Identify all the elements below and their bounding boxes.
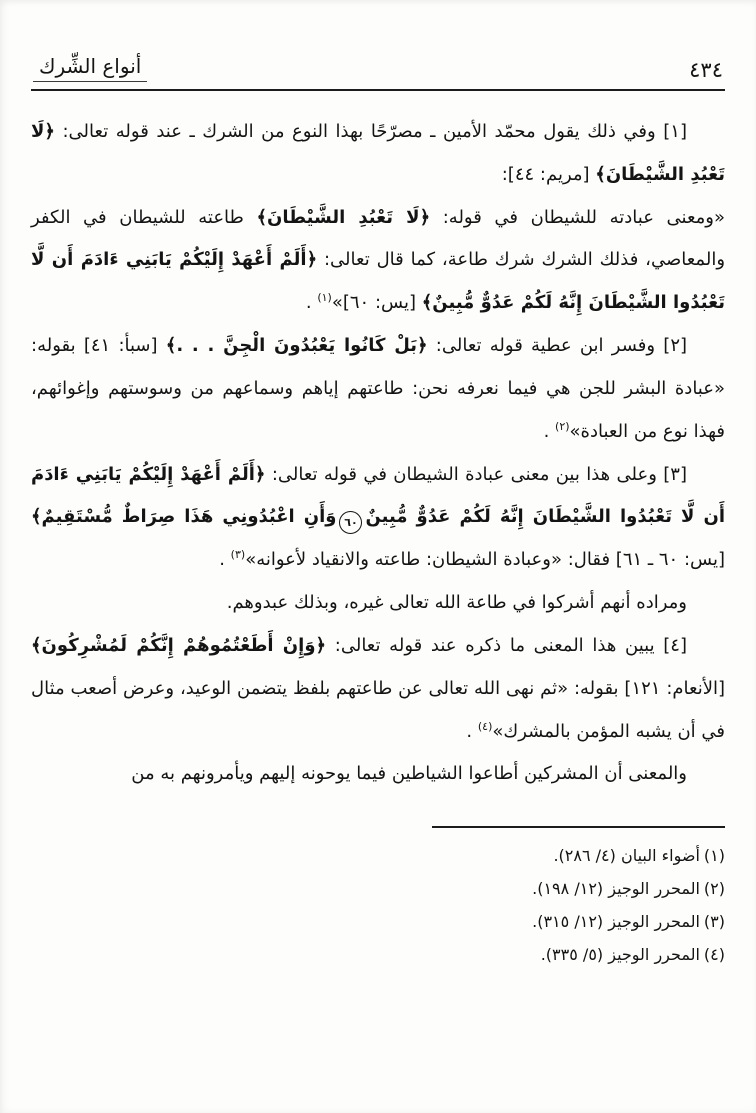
quran-verse: ﴿وَإِنْ أَطَعْتُمُوهُمْ إِنَّكُمْ لَمُشْرِكُونَ﴾ <box>31 634 327 656</box>
quran-verse: ﴿أَلَمْ أَعْهَدْ إِلَيْكُمْ يَابَنِي ءَادَمَ أَن لَّا تَعْبُدُوا الشَّيْطَانَ إِنَّهُ لَكُمْ عَدُوٌّ مُّبِينٌ <box>31 463 725 528</box>
text-segment: ومراده أنهم أشركوا في طاعة الله تعالى غيره، وبذلك عبدوهم. <box>226 592 687 614</box>
quran-verse: ﴿لَا تَعْبُدِ الشَّيْطَانَ﴾ <box>256 206 431 228</box>
footnote-text: أضواء البيان (٤/ ٢٨٦). <box>553 846 700 866</box>
footnote-ref: (٣) <box>230 548 246 562</box>
page-header <box>31 54 725 82</box>
text-segment: . <box>543 420 556 442</box>
text-segment: [سبأ: ٤١] بقوله: «عبادة البشر للجن هي فيما نعرفه نحن: طاعتهم إياهم وسماعهم من وسوستهم وإغوائهم، فهذا نوع من العبادة» <box>31 335 725 442</box>
text-segment: «ومعنى عبادته للشيطان في قوله: <box>430 206 725 228</box>
footnote-marker: (٣) <box>703 911 725 931</box>
footnote <box>31 939 725 972</box>
text-segment: والمعنى أن المشركين أطاعوا الشياطين فيما يوحونه إليهم ويأمرونهم به من <box>131 763 687 785</box>
text-segment: [الأنعام: ١٢١] بقوله: «ثم نهى الله تعالى عن طاعتهم بلفظ يتضمن الوعيد، وعرض أصعب مثال في أن يشبه المؤمن بالمشرك» <box>31 677 725 742</box>
ayah-number-marker: ٦٠ <box>339 511 362 534</box>
text-segment: [٣] وعلى هذا بين معنى عبادة الشيطان في قوله تعالى: <box>265 463 687 485</box>
footnotes <box>31 840 725 971</box>
header-rule <box>31 89 725 91</box>
page-number: ٤٣٤ <box>689 58 723 82</box>
text-segment: [يس: ٦٠ ـ ٦١] فقال: «وعبادة الشيطان: طاعته والانقياد لأعوانه» <box>245 549 725 571</box>
quran-verse: ﴿بَلْ كَانُوا يَعْبُدُونَ الْجِنَّ . . .﴾ <box>165 335 428 357</box>
text-segment: . <box>305 292 318 314</box>
footnote <box>31 840 725 873</box>
paragraph <box>31 454 725 582</box>
footnote-separator <box>432 826 725 828</box>
paragraph <box>31 625 725 753</box>
paragraph <box>31 753 725 796</box>
footnote-text: المحرر الوجيز (١٢/ ٣١٥). <box>532 911 700 931</box>
text-segment: [٤] يبين هذا المعنى ما ذكره عند قوله تعالى: <box>326 634 687 656</box>
footnote-text: المحرر الوجيز (٥/ ٣٣٥). <box>540 944 700 964</box>
text-segment: [١] وفي ذلك يقول محمّد الأمين ـ مصرّحًا بهذا النوع من الشرك ـ عند قوله تعالى: <box>54 121 687 142</box>
text-segment: [مريم: ٤٤]: <box>501 163 596 185</box>
paragraph <box>31 325 725 453</box>
text-segment: . <box>466 720 478 742</box>
text-segment: [يس: ٦٠]» <box>331 292 422 314</box>
text-segment: طاعته للشيطان في الكفر والمعاصي، فذلك الشرك شرك طاعة، كما قال تعالى: <box>31 206 726 271</box>
footnote-text: المحرر الوجيز (١٢/ ١٩٨). <box>532 879 700 899</box>
footnote-ref: (١) <box>317 291 332 305</box>
text-segment: . <box>219 549 231 571</box>
text-segment: [٢] وفسر ابن عطية قوله تعالى: <box>427 335 688 357</box>
paragraph <box>31 111 725 197</box>
paragraph <box>31 197 725 325</box>
quran-verse: ﴿لَا تَعْبُدِ الشَّيْطَانَ﴾ <box>31 121 725 185</box>
footnote-ref: (٢) <box>555 419 570 433</box>
quran-verse: وَأَنِ اعْبُدُونِي هَذَا صِرَاطٌ مُّسْتَقِيمٌ﴾ <box>31 506 337 528</box>
footnote <box>31 873 725 906</box>
footnote-marker: (٢) <box>703 879 725 899</box>
footnote-marker: (٤) <box>703 944 725 964</box>
footnote <box>31 906 725 939</box>
running-head-title: أنواع الشِّرك <box>33 54 147 82</box>
paragraph <box>31 582 725 625</box>
quran-verse: ﴿أَلَمْ أَعْهَدْ إِلَيْكُمْ يَابَنِي ءَادَمَ أَن لَّا تَعْبُدُوا الشَّيْطَانَ إِنَّهُ لَكُمْ عَدُوٌّ مُّبِينٌ﴾ <box>31 249 725 314</box>
footnote-marker: (١) <box>703 846 725 866</box>
body-text <box>31 111 725 796</box>
footnote-ref: (٤) <box>477 719 493 733</box>
